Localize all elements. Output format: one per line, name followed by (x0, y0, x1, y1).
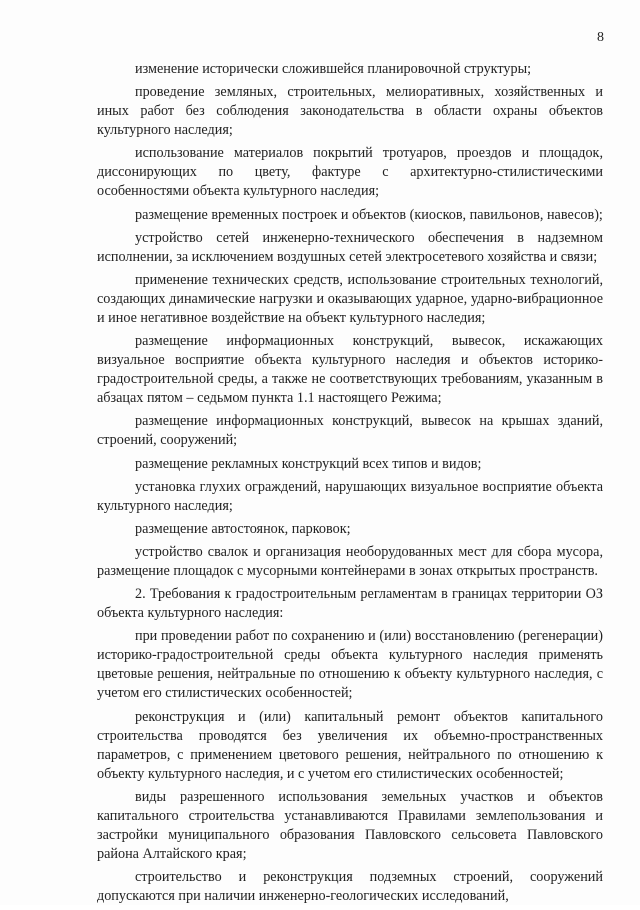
paragraph: размещение информационных конструкций, вывесок, искажающих визуальное восприятие объекта культурного наследия и объектов историко-градостроительной среды, а также не соответствующих требованиям, указанным в абзацах пятом – седьмом пункта 1.1 настоящего Режима; (97, 333, 603, 407)
paragraph: установка глухих ограждений, нарушающих визуальное восприятие объекта культурного наследия; (97, 478, 603, 514)
document-body (97, 60, 603, 910)
paragraph: проведение земляных, строительных, мелиоративных, хозяйственных и иных работ без соблюдения законодательства в области охраны объектов культурного наследия; (97, 84, 603, 139)
paragraph: при проведении работ по сохранению и (или) восстановлению (регенерации) историко-градостроительной среды объекта культурного наследия применять цветовые решения, нейтральные по отношению к объекту культурного наследия, с учетом его стилистических особенностей; (97, 628, 603, 702)
paragraph: строительство и реконструкция подземных строений, сооружений допускаются при наличии инженерно-геологических исследований, (97, 869, 603, 904)
section-heading-paragraph: 2. Требования к градостроительным регламентам в границах территории ОЗ объекта культурного наследия: (97, 586, 603, 622)
paragraph: размещение автостоянок, парковок; (135, 520, 351, 537)
paragraph: использование материалов покрытий тротуаров, проездов и площадок, диссонирующих по цвету, фактуре с архитектурно-стилистическими особенностями объекта культурного наследия; (97, 145, 603, 200)
paragraph: применение технических средств, использование строительных технологий, создающих динамические нагрузки и оказывающих ударное, ударно-вибрационное и иное негативное воздействие на объект культурного наследия; (97, 271, 603, 326)
paragraph: виды разрешенного использования земельных участков и объектов капитального строительства устанавливаются Правилами землепользования и застройки муниципального образования Павловского сельсовета Павловского района Алтайского края; (97, 788, 603, 862)
paragraph: размещение временных построек и объектов (киосков, павильонов, навесов); (135, 206, 603, 223)
paragraph: размещение информационных конструкций, вывесок на крышах зданий, строений, сооружений; (97, 413, 603, 449)
paragraph: изменение исторически сложившейся планировочной структуры; (135, 61, 532, 77)
paragraph: размещение рекламных конструкций всех типов и видов; (135, 455, 482, 472)
paragraph: реконструкция и (или) капитальный ремонт объектов капитального строительства проводятся без увеличения их объемно-пространственных параметров, с применением цветового решения, нейтрального по отношению к объекту культурного наследия, и с учетом его стилистических особенностей; (97, 708, 603, 782)
paragraph: устройство сетей инженерно-технического обеспечения в надземном исполнении, за исключением воздушных сетей электросетевого хозяйства и связи; (97, 229, 603, 265)
page-number: 8 (597, 30, 604, 45)
paragraph: устройство свалок и организация необорудованных мест для сбора мусора, размещение площадок с мусорными контейнерами в зонах открытых пространств. (97, 544, 603, 580)
